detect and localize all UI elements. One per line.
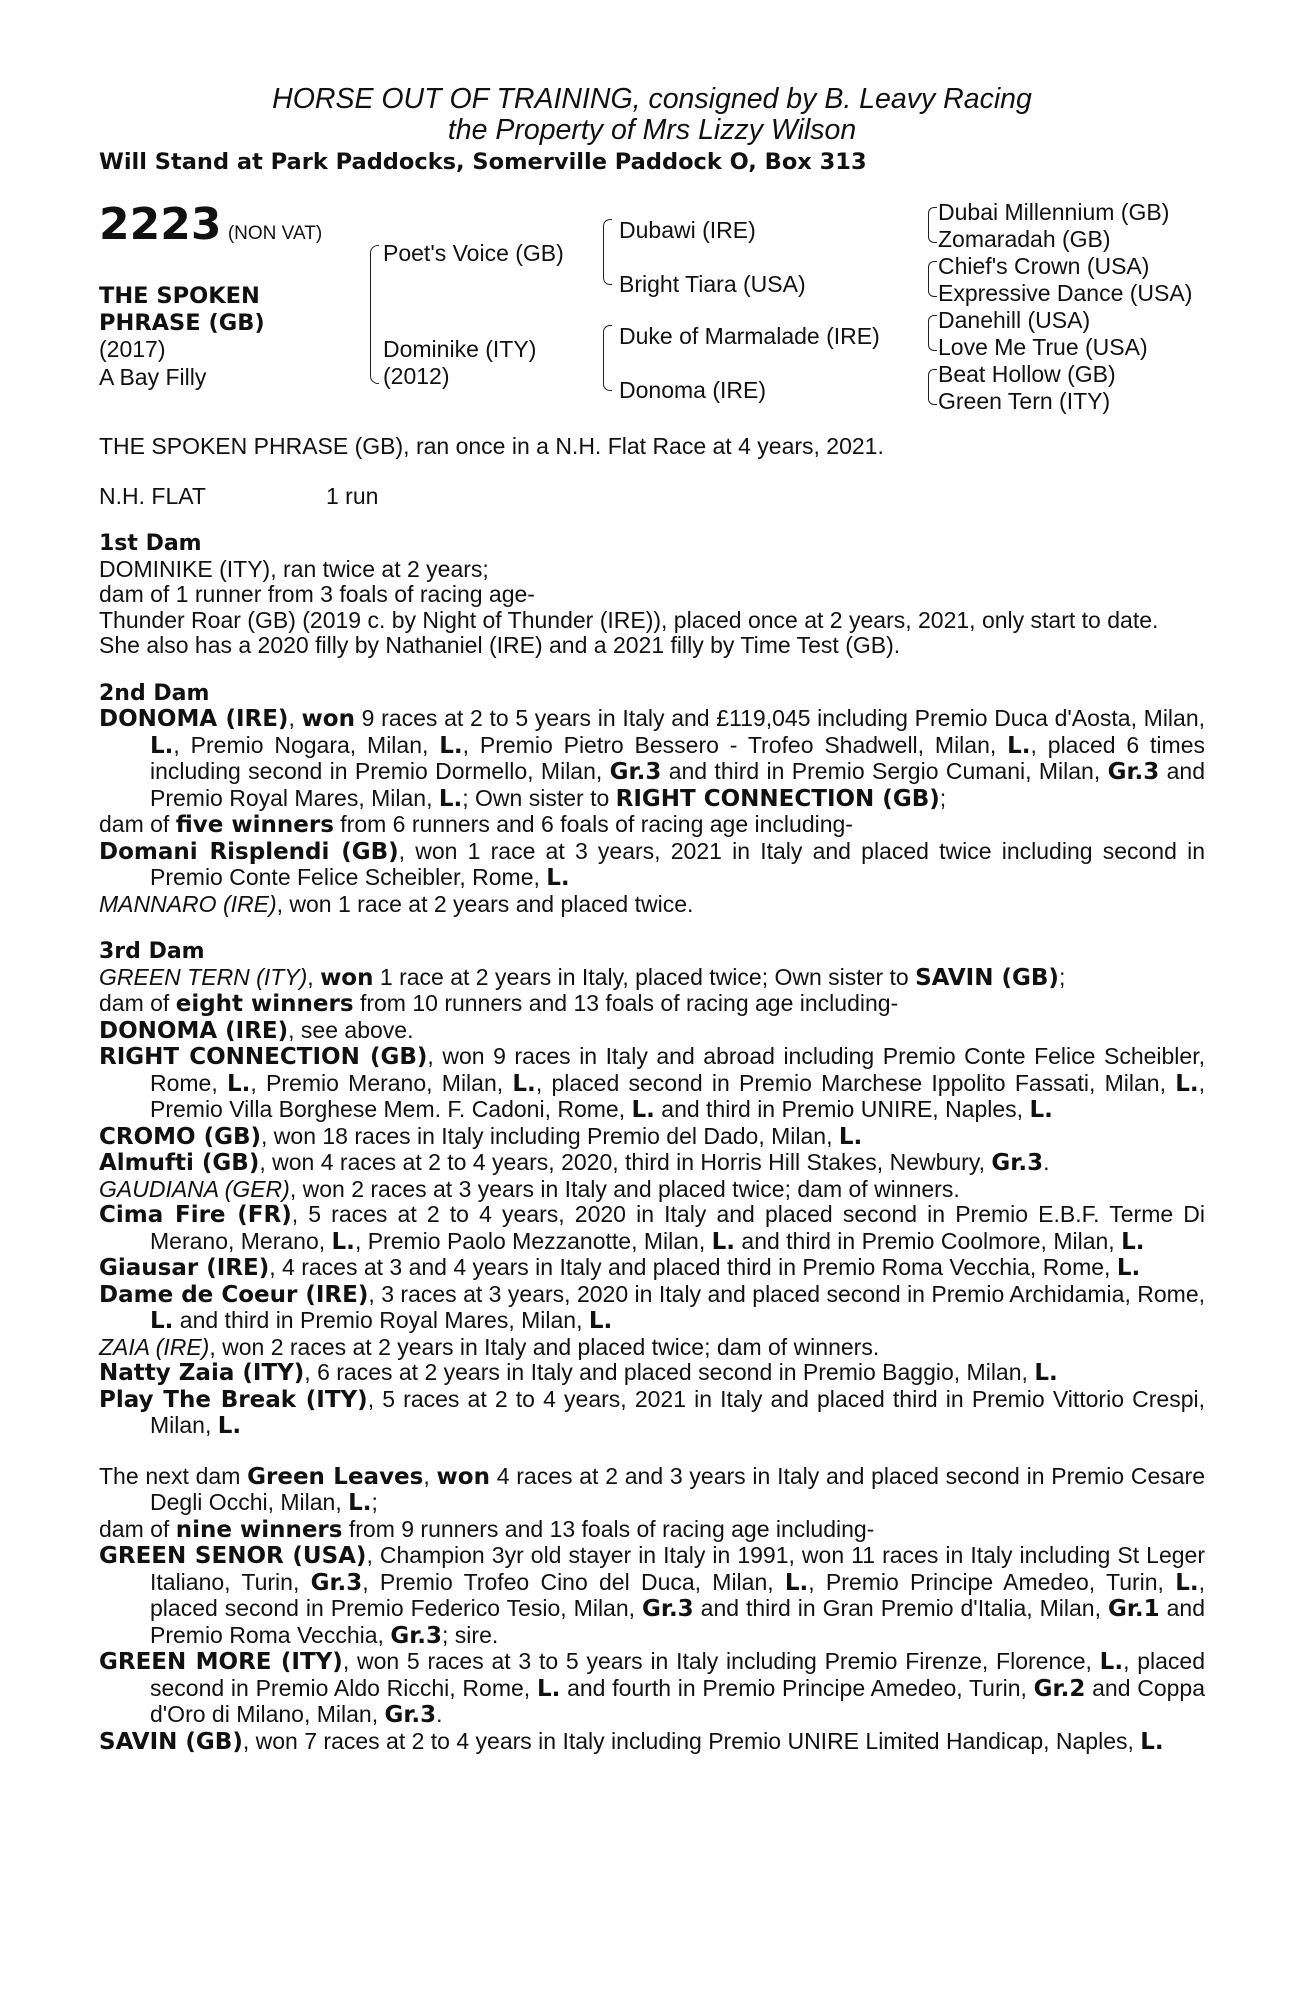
pedigree-sire-dam: Bright Tiara (USA) [619,271,806,297]
first-dam-heading: 1st Dam [99,531,202,556]
sire-dam-bracket [370,245,379,384]
vat-status: (NON VAT) [227,223,323,244]
horse-name: SAVIN (GB) [915,964,1059,991]
horse-name: ZAIA (IRE) [99,1333,210,1360]
offspring-entry: SAVIN (GB), won 7 races at 2 to 4 years in Italy including Premio UNIRE Limited Handicap, Naples, L. [99,1727,1164,1755]
pedigree-g2: Zomaradah (GB) [938,226,1111,252]
catalogue-page [99,84,1205,1755]
listed-badge: L. [1034,1360,1058,1386]
offspring-entry: RIGHT CONNECTION (GB), won 9 races in Italy and abroad including Premio Conte Felice Scheibler, Rome, L., Premio Merano, Milan, L., placed second in Premio Marchese Ippolito Fassati, Milan, L., Premio Villa Borghese Mem. F. Cadoni, Rome, L. and third in Premio UNIRE, Naples, L. [99,1043,1206,1123]
listed-badge: L. [1007,732,1031,759]
pedigree-dam: Dominike (ITY) [383,336,537,362]
pedigree-dam-dam: Donoma (IRE) [619,377,766,403]
winners-count: eight winners [175,991,354,1017]
horse-name: MANNARO (IRE) [99,890,277,917]
offspring-entry: GAUDIANA (GER), won 2 races at 3 years in Italy and placed twice; dam of winners. [99,1175,960,1202]
pedigree-g8: Green Tern (ITY) [938,388,1111,414]
race-record-value: 1 run [326,482,379,509]
horse-name: Green Leaves [247,1463,424,1490]
won-word: won [301,706,355,732]
listed-badge: L. [217,1413,242,1439]
winners-count: nine winners [175,1516,343,1543]
bracket-g4 [928,369,937,405]
third-dam-entry: GREEN TERN (ITY), won 1 race at 2 years in Italy, placed twice; Own sister to SAVIN (GB); [99,963,1066,991]
offspring-entry: GREEN MORE (ITY), won 5 races at 3 to 5 years in Italy including Premio Firenze, Florence, L., placed second in Premio Aldo Ricchi, Rome, L. and fourth in Premio Principe Amedeo, Turin, Gr.2 and Coppa d'Oro di Milano, Milan, Gr.3. [99,1648,1206,1728]
pedigree-g6: Love Me True (USA) [938,334,1148,360]
group-badge: Gr.3 [390,1622,443,1649]
horse-name-line1: THE SPOKEN [99,283,260,309]
listed-badge: L. [1175,1070,1199,1097]
lot-number-row [99,199,323,250]
listed-badge: L. [1116,1255,1141,1281]
won-word: won [436,1463,490,1490]
listed-badge: L. [1140,1728,1164,1755]
listed-badge: L. [536,1675,561,1702]
horse-name: GREEN MORE (ITY) [99,1649,343,1675]
group-badge: Gr.2 [1033,1675,1086,1702]
listed-badge: L. [711,1228,736,1255]
listed-badge: L. [588,1308,613,1334]
offspring-entry: MANNARO (IRE), won 1 race at 2 years and placed twice. [99,890,694,917]
race-record [99,484,1205,510]
horse-name-line2: PHRASE (GB) [99,310,265,336]
race-record-label: N.H. FLAT [99,482,206,509]
grand-offspring-entry: Giausar (IRE), 4 races at 3 and 4 years in Italy and placed third in Premio Roma Vecchia, Rome, L. [99,1254,1141,1281]
lot-number: 2223 [99,199,222,250]
horse-name: GREEN SENOR (USA) [99,1543,367,1569]
horse-name: SAVIN (GB) [99,1728,243,1755]
pedigree-g4: Expressive Dance (USA) [938,280,1193,306]
horse-name: GREEN TERN (ITY) [99,963,308,990]
next-dam-entry: The next dam Green Leaves, won 4 races at 2 and 3 years in Italy and placed second in Premio Cesare Degli Occhi, Milan, L.; [99,1462,1206,1516]
bracket-g1 [928,207,937,243]
race-summary: THE SPOKEN PHRASE (GB), ran once in a N.H. Flat Race at 4 years, 2021. [99,433,884,459]
group-badge: Gr.3 [384,1702,437,1728]
horse-name: DONOMA (IRE) [99,706,289,732]
pedigree-g1: Dubai Millennium (GB) [938,199,1170,225]
listed-badge: L. [348,1490,372,1516]
listed-badge: L. [438,785,463,812]
offspring-entry: ZAIA (IRE), won 2 races at 2 years in Italy and placed twice; dam of winners. [99,1333,880,1360]
listed-badge: L. [439,732,463,759]
group-badge: Gr.3 [609,759,662,785]
group-badge: Gr.3 [991,1150,1044,1176]
horse-description: A Bay Filly [99,364,207,390]
grand-offspring-entry: Dame de Coeur (IRE), 3 races at 3 years, 2020 in Italy and placed second in Premio Archidamia, Rome, L. and third in Premio Royal Mares, Milan, L. [99,1280,1206,1334]
grand-offspring-entry: Play The Break (ITY), 5 races at 2 to 4 years, 2021 in Italy and placed third in Premio Vittorio Crespi, Milan, L. [99,1385,1205,1439]
pedigree-sire: Poet's Voice (GB) [383,240,564,266]
pedigree-g3: Chief's Crown (USA) [938,253,1150,279]
horse-name: Natty Zaia (ITY) [99,1360,305,1386]
listed-badge: L. [1175,1569,1199,1596]
horse-name: Almufti (GB) [99,1150,260,1176]
offspring-entry: Almufti (GB), won 4 races at 2 to 4 years, 2020, third in Horris Hill Stakes, Newbury, Gr.3. [99,1149,1050,1176]
horse-name: DONOMA (IRE) [99,1017,289,1044]
sire-parents-bracket [603,219,612,285]
horse-name: RIGHT CONNECTION (GB) [99,1044,428,1070]
offspring-entry: Domani Risplendi (GB), won 1 race at 3 years, 2021 in Italy and placed twice including second in Premio Conte Felice Scheibler, Rome, L. [99,837,1205,891]
listed-badge: L. [1099,1649,1124,1675]
group-badge: Gr.3 [1107,759,1160,785]
offspring-entry: DONOMA (IRE), see above. [99,1016,414,1044]
group-badge: Gr.3 [310,1569,363,1596]
listed-badge: L. [512,1070,536,1097]
horse-name: Domani Risplendi (GB) [99,838,399,865]
offspring-entry: GREEN SENOR (USA), Champion 3yr old stayer in Italy in 1991, won 11 races in Italy including St Leger Italiano, Turin, Gr.3, Premio Trofeo Cino del Duca, Milan, L., Premio Principe Amedeo, Turin, L., placed second in Premio Federico Tesio, Milan, Gr.3 and third in Gran Premio d'Italia, Milan, Gr.1 and Premio Roma Vecchia, Gr.3; sire. [99,1542,1206,1649]
listed-badge: L. [331,1228,355,1255]
horse-name: GAUDIANA (GER) [99,1175,290,1202]
listed-badge: L. [838,1123,863,1150]
horse-name: Cima Fire (FR) [99,1202,292,1228]
first-dam-offspring: Thunder Roar (GB) (2019 c. by Night of Thunder (IRE)), placed once at 2 years, 2021, only start to date. [99,606,1159,633]
first-dam-note: She also has a 2020 filly by Nathaniel (IRE) and a 2021 filly by Time Test (GB). [99,632,901,658]
next-dam-produce-line: dam of nine winners from 9 runners and 13 foals of racing age including- [99,1515,875,1543]
header-title-line2: the Property of Mrs Lizzy Wilson [447,114,857,146]
group-badge: Gr.3 [642,1596,694,1622]
listed-badge: L. [227,1070,251,1097]
group-badge: Gr.1 [1107,1596,1160,1622]
horse-name: Play The Break (ITY) [99,1386,368,1413]
second-dam-heading: 2nd Dam [99,680,210,706]
listed-badge: L. [1121,1228,1145,1255]
pedigree-g5: Danehill (USA) [938,307,1091,333]
listed-badge: L. [1029,1097,1053,1123]
grand-offspring-entry: Natty Zaia (ITY), 6 races at 2 years in Italy and placed second in Premio Baggio, Milan, L. [99,1359,1058,1386]
first-dam-produce-line: dam of 1 runner from 3 foals of racing age- [99,581,535,607]
listed-badge: L. [150,732,174,759]
listed-badge: L. [150,1308,174,1334]
bracket-g2 [928,261,937,297]
stand-location: Will Stand at Park Paddocks, Somerville Paddock O, Box 313 [99,149,867,175]
offspring-entry: CROMO (GB), won 18 races in Italy including Premio del Dado, Milan, L. [99,1122,863,1150]
horse-name: RIGHT CONNECTION (GB) [615,785,940,812]
header-title-line1: HORSE OUT OF TRAINING, consigned by B. Leavy Racing [272,83,1032,115]
pedigree-dam-sire: Duke of Marmalade (IRE) [619,323,880,349]
bracket-g3 [928,315,937,351]
third-dam-produce-line: dam of eight winners from 10 runners and 13 foals of racing age including- [99,990,899,1017]
foaling-year: (2017) [99,336,166,362]
horse-name: Dame de Coeur (IRE) [99,1281,369,1308]
horse-name: CROMO (GB) [99,1123,262,1150]
pedigree-dam-year: (2012) [383,363,450,389]
dam-parents-bracket [603,325,612,391]
listed-badge: L. [631,1097,655,1123]
listed-badge: L. [546,865,570,891]
third-dam-heading: 3rd Dam [99,939,205,964]
pedigree-table [99,199,1205,434]
horse-name: Giausar (IRE) [99,1255,270,1281]
grand-offspring-entry: Cima Fire (FR), 5 races at 2 to 4 years, 2020 in Italy and placed second in Premio E.B.F. Terme Di Merano, Merano, L., Premio Paolo Mezzanotte, Milan, L. and third in Premio Coolmore, Milan, L. [99,1201,1205,1255]
first-dam-line: DOMINIKE (ITY), ran twice at 2 years; [99,555,489,582]
second-dam-produce-line: dam of five winners from 6 runners and 6 foals of racing age including- [99,811,853,838]
listed-badge: L. [784,1569,809,1596]
won-word: won [320,964,374,991]
pedigree-g7: Beat Hollow (GB) [938,361,1116,387]
winners-count: five winners [175,812,334,838]
pedigree-sire-sire: Dubawi (IRE) [619,217,756,243]
second-dam-entry: DONOMA (IRE), won 9 races at 2 to 5 years in Italy and £119,045 including Premio Duca d'Aosta, Milan, L., Premio Nogara, Milan, L., Premio Pietro Bessero - Trofeo Shadwell, Milan, L., placed 6 times including second in Premio Dormello, Milan, Gr.3 and third in Premio Sergio Cumani, Milan, Gr.3 and Premio Royal Mares, Milan, L.; Own sister to RIGHT CONNECTION (GB); [99,705,1206,812]
